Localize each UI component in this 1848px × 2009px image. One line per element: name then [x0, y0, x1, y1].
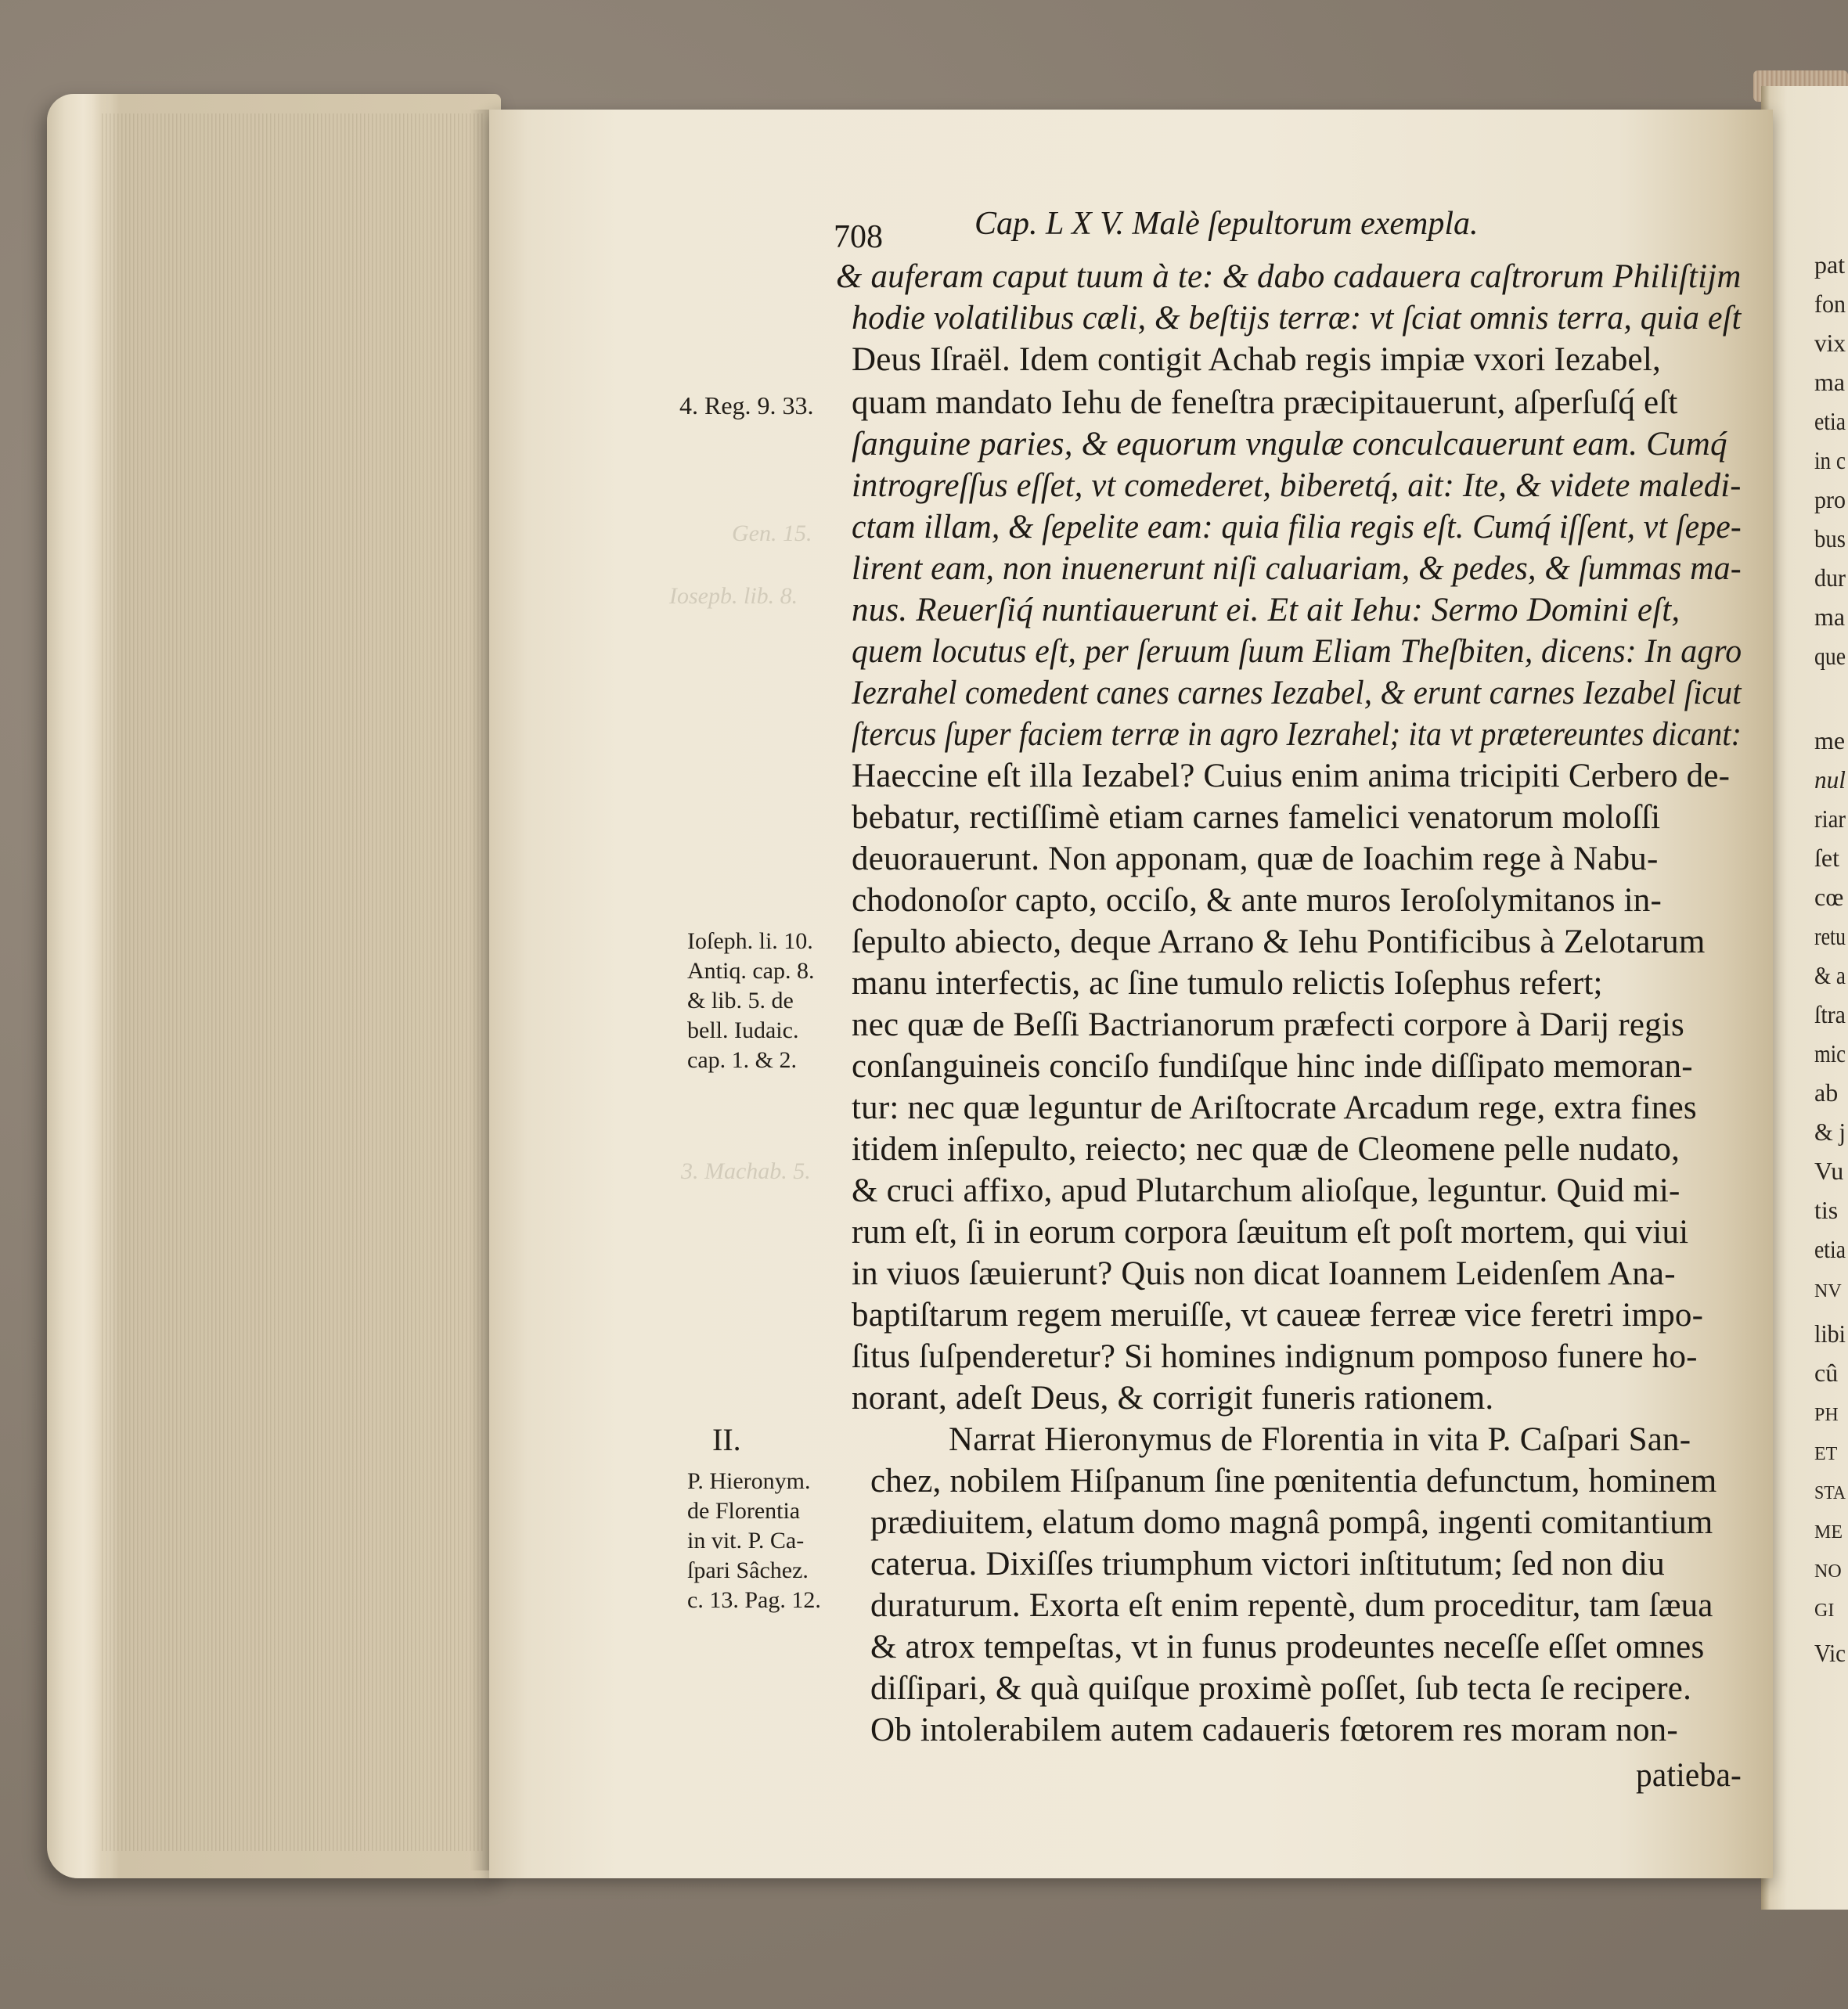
fragment: tis: [1814, 1196, 1839, 1224]
fragment: nul: [1814, 765, 1846, 794]
margin-note-reg: 4. Reg. 9. 33.: [679, 391, 814, 419]
text-line: duraturum. Exorta eſt enim repentè, dum proceditur, tam ſæua: [870, 1587, 1713, 1624]
text-line: chez, nobilem Hiſpanum ſine pœnitentia defunctum, hominem: [870, 1463, 1717, 1500]
fragment: riar: [1814, 805, 1846, 833]
text-line: Haeccine eſt illa Iezabel? Cuius enim anima tricipiti Cerbero de-: [852, 758, 1731, 794]
running-title: Cap. L X V. Malè ſepultorum exempla.: [974, 206, 1479, 242]
fragment: Vic: [1814, 1639, 1846, 1667]
text-line: chodonoſor capto, occiſo, & ante muros Ieroſolymitanos in-: [852, 882, 1662, 919]
text-line: & atrox tempeſtas, vt in funus prodeuntes neceſſe eſſet omnes: [870, 1629, 1705, 1665]
fragment: ma: [1814, 368, 1846, 396]
text-line: caterua. Dixiſſes triumphum victori inſtitutum; ſed non diu: [870, 1546, 1665, 1582]
text-line: ſtercus ſuper faciem terræ in agro Iezrahel; ita vt prætereuntes dicant:: [852, 716, 1742, 753]
text-line: prædiuitem, elatum domo magnâ pompâ, ingenti comitantium: [870, 1504, 1713, 1541]
fragment: Vu: [1814, 1157, 1844, 1185]
fragment: ma: [1814, 603, 1846, 631]
text-line: nus. Reuerſiq́ nuntiauerunt ei. Et ait Iehu: Sermo Domini eſt,: [852, 592, 1680, 628]
fragment: NO: [1814, 1561, 1842, 1582]
facing-page: [1761, 86, 1848, 1910]
catchword: patieba-: [1636, 1757, 1742, 1794]
text-line: conſanguineis conciſo fundiſque hinc inde diſſipato memoran-: [852, 1048, 1693, 1085]
margin-note-ioseph-line: Ioſeph. li. 10.: [687, 928, 813, 954]
text-line: ſitus ſuſpenderetur? Si homines indignum pomposo funere ho-: [852, 1338, 1698, 1375]
text-line: Ob intolerabilem autem cadaueris fœtorem res moram non-: [870, 1712, 1678, 1748]
fragment: ſtra: [1814, 1000, 1846, 1028]
fragment: PH: [1814, 1405, 1839, 1425]
text-line: itidem inſepulto, reiecto; nec quæ de Cleomene pelle nudato,: [852, 1131, 1680, 1168]
text-line: & auferam caput tuum à te: & dabo cadauera caſtrorum Philiſtijm: [836, 258, 1742, 295]
text-line: hodie volatilibus cæli, & beſtijs terræ: vt ſciat omnis terra, quia eſt: [852, 300, 1742, 337]
fragment: que: [1814, 642, 1846, 670]
fragment: & a: [1814, 961, 1846, 989]
fragment: etia: [1814, 1235, 1846, 1263]
bleed-through: 3. Machab. 5.: [681, 1158, 811, 1184]
text-line: Narrat Hieronymus de Florentia in vita P. Caſpari San-: [949, 1421, 1691, 1458]
fragment: GI: [1814, 1600, 1835, 1621]
fragment: vix: [1814, 329, 1846, 357]
fragment: STA: [1814, 1483, 1846, 1503]
text-line: quam mandato Iehu de feneſtra præcipitauerunt, aſperſuſq́ eſt: [852, 384, 1678, 421]
text-line: nec quæ de Beſſi Bactrianorum præfecti corpore à Darij regis: [852, 1006, 1684, 1043]
margin-note-hieronymus-line: ſpari Sâchez.: [687, 1557, 809, 1583]
fragment: NV: [1814, 1281, 1842, 1302]
margin-note-ioseph-line: bell. Iudaic.: [687, 1017, 799, 1043]
text-line: deuorauerunt. Non apponam, quæ de Ioachim rege à Nabu-: [852, 841, 1659, 877]
fragment: & j: [1814, 1118, 1846, 1146]
fragment: etia: [1814, 407, 1846, 435]
fragment: dur: [1814, 563, 1846, 592]
fragment: ET: [1814, 1444, 1838, 1464]
bleed-through: Gen. 15.: [732, 520, 812, 546]
fragment: retu: [1814, 922, 1846, 950]
text-line: tur: nec quæ leguntur de Ariſtocrate Arcadum rege, extra fines: [852, 1089, 1697, 1126]
margin-note-hieronymus-line: in vit. P. Ca-: [687, 1528, 805, 1554]
fragment: bus: [1814, 524, 1846, 553]
fragment: me: [1814, 726, 1846, 754]
fragment: pat: [1814, 250, 1846, 279]
fragment: pro: [1814, 485, 1846, 513]
margin-note-ioseph-line: Antiq. cap. 8.: [687, 958, 815, 984]
fragment: ab: [1814, 1078, 1839, 1107]
page-edge-lines: [102, 113, 485, 1851]
fragment: cû: [1814, 1359, 1839, 1387]
text-line: Iezrahel comedent canes carnes Iezabel, & erunt carnes Iezabel ſicut: [852, 675, 1742, 711]
section-number: II.: [712, 1422, 741, 1457]
text-line: rum eſt, ſi in eorum corpora ſæuitum eſt poſt mortem, qui viui: [852, 1214, 1689, 1251]
text-line: lirent eam, non inuenerunt niſi caluariam, & pedes, & ſummas ma-: [852, 550, 1742, 587]
margin-note-ioseph-line: & lib. 5. de: [687, 988, 794, 1014]
margin-note-hieronymus-line: P. Hieronym.: [687, 1468, 811, 1494]
margin-note-ioseph-line: cap. 1. & 2.: [687, 1047, 797, 1073]
text-line: baptiſtarum regem meruiſſe, vt caueæ ferreæ vice feretri impo-: [852, 1297, 1704, 1334]
margin-note-hieronymus-line: de Florentia: [687, 1498, 801, 1524]
text-line: & cruci affixo, apud Plutarchum alioſque, leguntur. Quid mi-: [852, 1172, 1680, 1209]
text-line: ſanguine paries, & equorum vngulæ conculcauerunt eam. Cumq́: [852, 426, 1727, 463]
text-line: ctam illam, & ſepelite eam: quia filia regis eſt. Cumq́ iſſent, vt ſepe-: [852, 509, 1742, 545]
text-line: norant, adeſt Deus, & corrigit funeris rationem.: [852, 1380, 1494, 1417]
text-line: Deus Iſraël. Idem contigit Achab regis impiæ vxori Iezabel,: [852, 341, 1661, 378]
fragment: ME: [1814, 1522, 1843, 1543]
fragment: mic: [1814, 1039, 1846, 1068]
text-line: in viuos ſæuierunt? Quis non dicat Ioannem Leidenſem Ana-: [852, 1255, 1676, 1292]
bleed-through: Iosepb. lib. 8.: [669, 583, 798, 609]
fragment: fon: [1814, 290, 1846, 318]
text-line: diſſipari, & quà quiſque proximè poſſet, ſub tecta ſe recipere.: [870, 1670, 1692, 1707]
text-line: quem locutus eſt, per ſeruum ſuum Eliam Theſbiten, dicens: In agro: [852, 633, 1742, 670]
fragment: cœ: [1814, 883, 1844, 911]
text-line: manu interfectis, ac ſine tumulo relictis Ioſephus refert;: [852, 965, 1603, 1002]
text-line: introgreſſus eſſet, vt comederet, biberetq́, ait: Ite, & videte maledi-: [852, 467, 1742, 504]
text-line: ſepulto abiecto, deque Arrano & Iehu Pontificibus à Zelotarum: [852, 923, 1706, 960]
margin-note-hieronymus-line: c. 13. Pag. 12.: [687, 1587, 821, 1613]
fragment: ſet: [1814, 844, 1839, 872]
fragment: in c: [1814, 446, 1846, 474]
fragment: libi: [1814, 1320, 1846, 1348]
text-line: bebatur, rectiſſimè etiam carnes famelici venatorum moloſſi: [852, 799, 1661, 836]
page-number: 708: [834, 219, 883, 255]
